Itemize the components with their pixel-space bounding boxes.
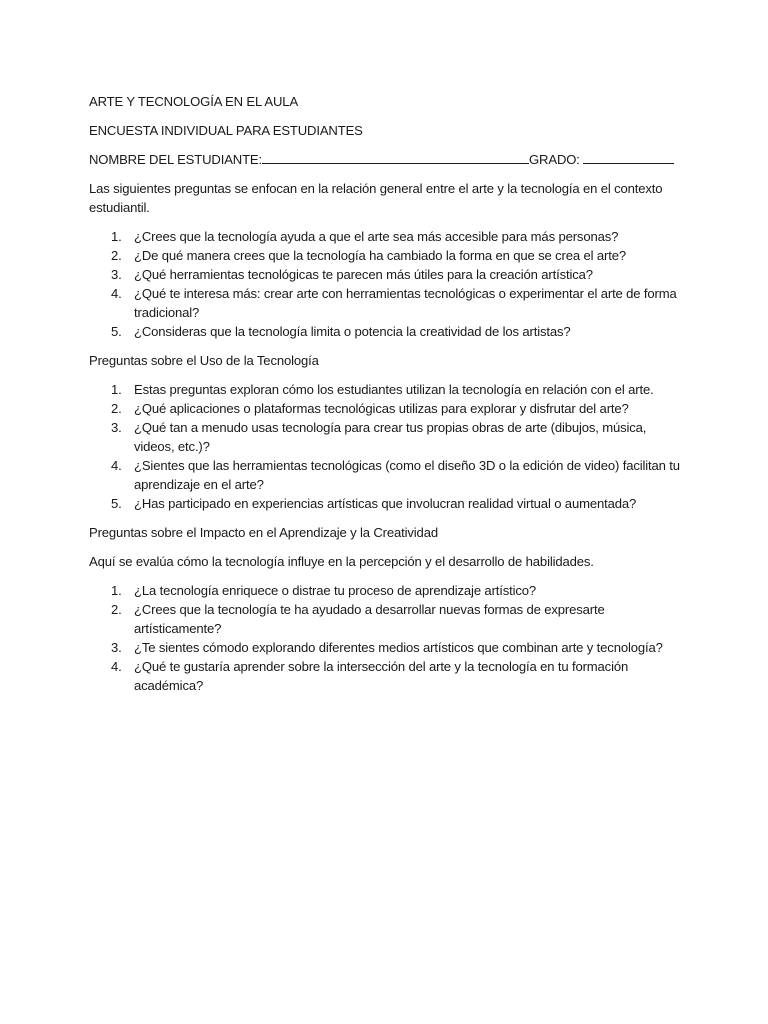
item-number: 2. [111,401,122,416]
item-text: ¿Consideras que la tecnología limita o potencia la creatividad de los artistas? [134,324,571,339]
intro-paragraph: Las siguientes preguntas se enfocan en la relación general entre el arte y la tecnología en el contexto estudiantil. [89,181,663,215]
item-number: 3. [111,420,122,435]
section-heading-uso: Preguntas sobre el Uso de la Tecnología [89,353,319,368]
document-subtitle: ENCUESTA INDIVIDUAL PARA ESTUDIANTES [89,123,363,138]
document-body [89,92,689,695]
document-title: ARTE Y TECNOLOGÍA EN EL AULA [89,94,299,109]
name-label: NOMBRE DEL ESTUDIANTE: [89,152,263,167]
item-number: 3. [111,267,122,282]
question-list-impacto [89,581,689,695]
item-text: ¿Qué aplicaciones o plataformas tecnológicas utilizas para explorar y disfrutar del arte? [134,401,629,416]
section-heading-impacto: Preguntas sobre el Impacto en el Aprendizaje y la Creatividad [89,525,438,540]
list-item [89,380,689,399]
list-item [89,227,689,246]
section-intro-impacto: Aquí se evalúa cómo la tecnología influye en la percepción y el desarrollo de habilidades. [89,554,594,569]
item-text: ¿Qué te interesa más: crear arte con herramientas tecnológicas o experimentar el arte de forma tradicional? [134,286,677,320]
list-item [89,638,689,657]
item-text: ¿Crees que la tecnología te ha ayudado a desarrollar nuevas formas de expresarte artísticamente? [134,602,605,636]
list-item [89,418,689,456]
list-item [89,399,689,418]
item-text: Estas preguntas exploran cómo los estudiantes utilizan la tecnología en relación con el arte. [134,382,654,397]
item-text: ¿La tecnología enriquece o distrae tu proceso de aprendizaje artístico? [134,583,537,598]
list-item [89,322,689,341]
item-text: ¿Te sientes cómodo explorando diferentes medios artísticos que combinan arte y tecnología? [134,640,663,655]
item-number: 2. [111,602,122,617]
item-number: 2. [111,248,122,263]
item-number: 5. [111,496,122,511]
item-number: 4. [111,286,122,301]
item-number: 1. [111,583,122,598]
item-number: 4. [111,659,122,674]
grade-label: GRADO: [529,152,580,167]
question-list-general [89,227,689,341]
grade-blank-field[interactable] [583,150,674,164]
list-item [89,581,689,600]
item-text: ¿Qué tan a menudo usas tecnología para crear tus propias obras de arte (dibujos, música, videos, etc.)? [134,420,647,454]
question-list-uso [89,380,689,513]
list-item [89,657,689,695]
list-item [89,600,689,638]
item-number: 1. [111,229,122,244]
item-text: ¿De qué manera crees que la tecnología ha cambiado la forma en que se crea el arte? [134,248,626,263]
list-item [89,246,689,265]
list-item [89,284,689,322]
item-text: ¿Sientes que las herramientas tecnológicas (como el diseño 3D o la edición de video) facilitan tu aprendizaje en el arte? [134,458,680,492]
item-text: ¿Qué herramientas tecnológicas te parecen más útiles para la creación artística? [134,267,593,282]
item-text: ¿Has participado en experiencias artísticas que involucran realidad virtual o aumentada? [134,496,637,511]
item-number: 1. [111,382,122,397]
item-text: ¿Qué te gustaría aprender sobre la intersección del arte y la tecnología en tu formación académica? [134,659,629,693]
item-text: ¿Crees que la tecnología ayuda a que el arte sea más accesible para más personas? [134,229,619,244]
list-item [89,456,689,494]
item-number: 4. [111,458,122,473]
name-blank-field[interactable] [262,150,529,164]
student-info-line [89,150,689,169]
item-number: 5. [111,324,122,339]
list-item [89,494,689,513]
item-number: 3. [111,640,122,655]
list-item [89,265,689,284]
